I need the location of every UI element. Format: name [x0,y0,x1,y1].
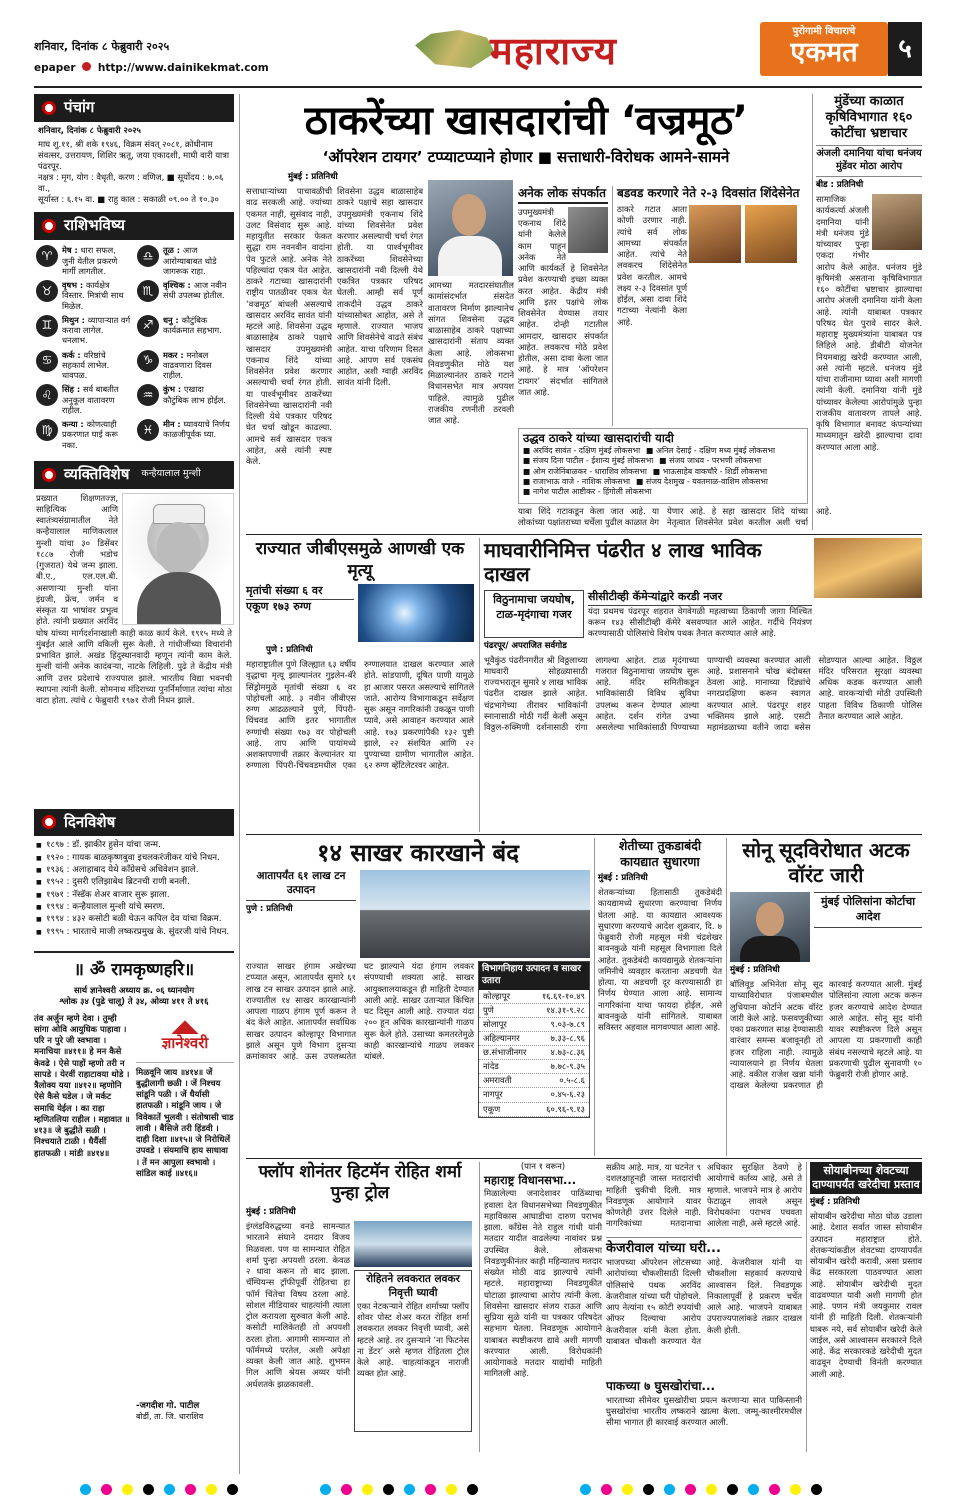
zodiac-sign-icon: ♏ [137,280,159,302]
ram-sub2: श्लोक ३४ (पुढे चालू) ते ३४, ओव्या ४११ ते ४१६ [59,995,209,1006]
rashi-text: मीन : घ्यावयाचे निर्णय काळजीपूर्वक घ्या. [163,419,230,440]
rashi-text: वृषभ : कार्यक्षेत्र विस्तार. मित्रांची साथ मिळेल. [62,280,124,311]
color-register-right [580,1484,822,1495]
brand-tagline: पुरोगामी विचाराचे [792,26,856,37]
rashi-item [36,315,131,346]
dinvishesh-list [34,836,234,943]
sugar-table-row: एकूण ६०.९६-९.१३ [479,1103,589,1117]
ram-title: ॥ ॐ रामकृष्णहरि॥ [73,960,195,981]
page-number: ५ [888,22,922,76]
dinvishesh-item: ■ १९९४ : ४३२ कसोटी बळी घेऊन कपिल देव यांचा विक्रम. [36,914,232,925]
dinvishesh-item: ■ १९७१ : नॅस्डॅक शेअर बाजार सुरू झाला. [36,890,232,901]
sugar-table-row: कोल्हापूर १६.६१-१०.४९ [479,990,589,1004]
zodiac-sign-icon: ♉ [36,280,58,302]
box2-photo-2 [745,205,797,263]
rashi-item [36,280,131,311]
khasdar-item: ■ संजय जाधव - परभणी लोकसभा [659,456,762,466]
sugar-factory-photo [360,870,590,958]
zodiac-sign-icon: ♑ [137,350,159,372]
header-map-graphic [415,30,495,68]
sheti-byline: मुंबई : प्रतिनिधी [598,873,648,883]
vidhan-col2 [606,1162,802,1452]
gbs-byline: पुणे : प्रतिनिधी [266,645,313,655]
sugar-table-row: नागपूर ०.४५-६.२३ [479,1088,589,1102]
pandharpur-byline: पंढरपूर/ अपराजित सर्वगोड [484,640,567,651]
sonu-sub: मुंबई पोलिसांना कोर्टाचा आदेश [814,892,922,928]
gbs-body: महाराष्ट्रातील पुणे जिल्ह्यात ६३ वर्षीय वृद्धाचा मृत्यू झाल्यानंतर गुइलेन-बॅरे सिंड्रोममुळे मृतांची संख्या ६ वर पोहोचली आहे. ३ नवीन जीबीएस रुग्ण आढळल्याने पुणे, पिंपरी-चिंचवड आणि इतर भागातील रुग्णांची संख्या १७३ वर पोहोचली आहे. ताप आणि पायांमध्ये अशक्तपणाची तक्रार केल्यानंतर या रुग्णाला पिंपरी-चिंचवडमधील एका रुग्णालयात दाखल करण्यात आले होते. सांडपाणी, दूषित पाणी यामुळे हा आजार पसरत असल्याचे सांगितले जाते. आरोग्य विभागाकडून सर्वेक्षण सुरू असून नागरिकांनी उकळून पाणी प्यावे, असे आवाहन करण्यात आले आहे. १७३ प्रकरणांपैकी १३२ पुष्टी झाले, २२ संशयित आणि २२ पुण्याच्या ग्रामीण भागातील आहेत. ६२ रुग्ण व्हेंटिलेटरवर आहेत. [246,659,474,771]
munde-byline: बीड : प्रतिनिधी [816,179,864,190]
register-m [101,1484,112,1495]
rashi-header: राशिभविष्य [34,212,234,240]
khasdar-item: ■ भाऊसाहेब वाकचौरे - शिर्डी लोकसभा [652,466,768,476]
color-register-left [80,1484,238,1495]
vidhan-story [484,1162,602,1452]
pandharpur-sub2: सीसीटीव्ही कॅमेऱ्यांद्वारे करडी नजर [588,590,812,606]
sugar-table-row: पुणे १४.३१-९.२८ [479,1004,589,1018]
gbs-neuron-image [358,584,474,642]
rashi-text: मकर : मनोबल वाढवणारा दिवस राहील. [163,349,212,380]
lead-byline: मुंबई : प्रतिनिधी [288,172,338,182]
ram-right: मिळवूनि जाय ॥४१४॥ जें बुद्धीलागी छळी । जें निश्चय सांडूनि पळी । जें धैर्यासी हातफळी । मांडूनि जाय । जे विवेकातें भुलवी । संतोषासी चाड लावी । बैसिजे तरी हिंडवी । दाही दिशा ॥४१५॥ जे निरोधिलें उपवडे । संयमाचि हाय साधावा । तें मन आपुला स्वभावो । सांडिल काई ॥४१६॥ [136,1066,234,1178]
zodiac-sign-icon: ♌ [36,384,58,406]
gbs-story [246,538,474,832]
gbs-headline: राज्यात जीबीएसमुळे आणखी एक मृत्यू [255,539,465,581]
rohit-photo [354,1221,472,1267]
ram-author: -जगदीश गो. पाटील [136,1400,200,1411]
pandharpur-sub1: विठुनामाचा जयघोष, टाळ-मृदंगाचा गजर [484,590,584,638]
soyabean-headline: सोयाबीनच्या शेवटच्या दाण्यापर्यंत खरेदीचा प्रस्ताव [810,1162,922,1194]
gbs-sub1: मृतांची संख्या ६ वर [246,584,354,600]
rashi-item [137,245,232,276]
dnyaneshwari-logo: ज्ञानेश्वरी [136,1013,234,1063]
khasdar-item: ■ राजाभाऊ वाजे - नाशिक लोकसभा [523,477,631,487]
soyabean-story [810,1162,922,1452]
khasdar-list [523,446,803,497]
pak-body: भारताच्या सीमेवर घुसखोरीचा प्रयत्न करणाऱ्या सात पाकिस्तानी घुसखोरांचा भारतीय लष्कराने खात्मा केला. जम्मू-काश्मीरमधील सीमा भागात ही कारवाई करण्यात आली. [606,1394,802,1428]
rashi-item [137,280,232,311]
munde-photo [872,194,922,250]
kejri-headline: केजरीवाल यांच्या घरी... [606,1237,802,1257]
sugar-table-row: सोलापूर ९.०३-७.८९ [479,1018,589,1032]
register-y [122,1484,133,1495]
vidhan-headline: महाराष्ट्र विधानसभा... [484,1173,577,1188]
panchang-date: शनिवार, दिनांक ८ फेब्रुवारी २०२५ [38,124,141,135]
dinvishesh-item: ■ १८९७ : डॉ. झाकीर हुसेन यांचा जन्म. [36,840,232,851]
sugar-table-title: विभागनिहाय उत्पादन व साखर उतारा [479,962,589,990]
panchang-text: माघ शु.११, श्री शके १९४६, विक्रम संवत् २०८१, क्रोधीनाम संवत्सर, उत्तरायण, शिशिर ऋतू, जया एकादशी, माघी वारी यात्रा पंढरपूर. [38,138,230,172]
rashi-item [36,419,131,450]
zodiac-sign-icon: ♓ [137,419,159,441]
globe-icon [82,62,91,71]
register-k [143,1484,154,1495]
rashi-text: वृश्चिक : आज नवीन संधी उपलब्ध होतील. [163,280,227,301]
brand-box [760,22,888,76]
khasdar-item: ■ अनिल देसाई - दक्षिण मध्य मुंबई लोकसभा [646,446,776,456]
dinvishesh-item: ■ १९९५ : भारताचे माजी लष्करप्रमुख के. सुंदरजी यांचे निधन. [36,927,232,938]
box-badbad [612,186,808,426]
ram-left: तंव अर्जुन म्हणे देवा । तुम्ही सांगा ओवि आयुधिक पाहावा । परि न पुरे जी स्वभावा । मनाचिया ॥४११॥ हे मन कैसे केवढे । ऐसे पाहों म्हणो तरी न सापडे । येरवीं राहाटावया थोडे । त्रैलोक्य यया ॥४१२॥ म्हणोनि ऐसे कैसे घडेल । जे मर्कट समाधि येईल । का राहा म्हणितलिया राहील । महावात ॥४१३॥ जे बुद्धीते सळी । निश्चयाते टाळी । धैर्यैसीं हातफळी । मांडी ॥४१४॥ [34,1012,130,1158]
register-c [80,1484,91,1495]
pandharpur-body: भूवैकुंठ पंढरीनगरीत श्री विठ्ठलाच्या माघवारी सोहळ्यासाठी राज्यभरातून सुमारे ४ लाख भाविक पंढरीत दाखल झाले आहेत. चंद्रभागेच्या तीरावर भाविकांनी स्नानासाठी मोठी गर्दी केली असून विठ्ठल-रुक्मिणी दर्शनासाठी रांगा लागल्या आहेत. टाळ मृदंगाच्या गजरात विठुनामाचा जयघोष सुरू आहे. मंदिर समितीकडून भाविकांसाठी विविध सुविधा उपलब्ध करून देण्यात आल्या आहेत. दर्शन रांगेत उभ्या असलेल्या भाविकांसाठी पिण्याच्या पाण्याची व्यवस्था करण्यात आली आहे. प्रशासनाने चोख बंदोबस्त ठेवला आहे. मानाच्या दिंड्यांचे नगरप्रदक्षिणा करून स्वागत करण्यात आले. पंढरपूर शहर भक्तिमय झाले आहे. एसटी महामंडळाच्या वतीने जादा बसेस सोडण्यात आल्या आहेत. विठ्ठल मंदिर परिसरात सुरक्षा व्यवस्था अधिक कडक करण्यात आली आहे. वारकऱ्यांची मोठी उपस्थिती पाहता विविध ठिकाणी पोलिस तैनात करण्यात आले आहेत. [484,654,922,733]
sheti-story [598,838,722,1156]
sonu-photo [730,892,810,962]
zodiac-sign-icon: ♈ [36,245,58,267]
rohit-box [354,1270,472,1432]
box2-photo-1 [689,205,741,263]
khasdar-item: ■ अरविंद सावंत - दक्षिण मुंबई लोकसभा [523,446,641,456]
rohit-box-body: एका नेटकऱ्याने रोहित शर्माच्या फ्लॉप शोवर पोस्ट शेअर करत रोहित शर्मा लवकरात लवकर निवृत्ती घ्यावी, असे म्हटले आहे. तर दुसऱ्याने ‘ना फिटनेस ना डेंटर’ असे म्हणत रोहितला ट्रोल केले आहे. चाहत्यांकडून नाराजी व्यक्त होत आहे. [357,1300,469,1379]
dinvishesh-item: ■ १९२० : गायक बाळकृष्णबुवा इचलकरंजीकर यांचे निधन. [36,853,232,864]
header-date: शनिवार, दिनांक ८ फेब्रुवारी २०२५ [34,40,170,53]
munde-body: सामाजिक कार्यकर्त्या अंजली दमानिया यांनी मंत्री धनंजय मुंडे यांच्यावर पुन्हा एकदा गंभीर आरोप केले आहेत. धनंजय मुंडे कृषिमंत्री असताना कृषिविभागात १६० कोटींचा भ्रष्टाचार झाल्याचा आरोप अंजली दमानिया यांनी केला आहे. त्यांनी याबाबत पत्रकार परिषद घेत पुरावे सादर केले. महाराष्ट्र मुख्यमंत्र्यांना याबाबत पत्र लिहिले आहे. डीबीटी योजनेत नियमबाह्य खरेदी करण्यात आली, असे त्यांनी म्हटले. धनंजय मुंडे यांचा राजीनामा घ्यावा अशी मागणी त्यांनी केली. दमानिया यांनी मुंडे यांच्यावर केलेल्या आरोपांमुळे पुन्हा राजकीय वातावरण तापले आहे. कृषि विभागात बनावट कंपन्यांच्या माध्यमातून खरेदी झाल्याचा दावा करण्यात आला आहे. [816,194,922,452]
sugar-table-row: नांदेड ७.७८-९.३५ [479,1060,589,1074]
sonu-story [730,838,922,1156]
box1-photo [568,207,608,253]
vidhan-cont: (पान १ वरून) [520,1162,566,1172]
khasdar-item: ■ नागेश पाटील आष्टीकर - हिंगोली लोकसभा [523,487,652,497]
khasdar-item: ■ ओम राजेनिंबाळकर - धाराशिव लोकसभा [523,466,647,476]
rashi-item [36,350,131,381]
lead-col1: सत्ताधाऱ्यांच्या पाचावळीची वाढ सरकली आहे. ज्यांच्या एकमत नाही, सुसंवाद नाही, उलट विसंवाद सुरू आहे. महायुतीत सरकार फेकत सुद्धा राम नवनवीन वादांना पेव फुटले आहे. अनेक नेते पहिल्यांदा एकत्र येत आहेत. ठाकरे गटाच्या खासदारांनी राष्ट्रीय पातळीवर एकत्र येत ‘वज्रमूठ’ बांधली असल्याचे खासदार अरविंद सावंत यांनी म्हटले आहे. शिवसेना उद्धव बाळासाहेब ठाकरे पक्षाचे खासदार उपमुख्यमंत्री एकनाथ शिंदे यांच्या शिवसेनेत प्रवेश करणार असल्याची चर्चा रंगत होती. या पार्श्वभूमीवर ठाकरेंच्या शिवसेनेच्या खासदारांनी नवी दिल्ली येथे पत्रकार परिषद घेत चर्चा खोडून काढल्या. आमचे सर्व खासदार एकत्र आहेत, असे त्यांनी स्पष्ट केले. [246,186,332,466]
section-title: महाराज्य [490,29,617,73]
sonu-byline: मुंबई : प्रतिनिधी [730,965,780,975]
box2-title: बडवड करणारे नेते २-३ दिवसांत शिंदेसेनेत [617,186,800,200]
rashi-text: मेष : धारा सफल, जुनी येतील प्रकरणे मार्गी लागतील. [62,245,118,276]
lead-subhead: ‘ऑपरेशन टायगर’ टप्प्याटप्प्याने होणार ■ सत्ताधारी-विरोधक आमने-सामने [322,148,730,166]
header-url-line [34,62,269,76]
box1-title: अनेक लोक संपर्कात [518,186,608,204]
rashi-text: मिथुन : व्यापाऱ्यात वर्ग करावा लागेल. धनलाभ. [62,314,131,346]
temple-icon [171,1020,199,1034]
left-sidebar [34,94,234,1474]
panchang-body [34,122,234,209]
pak-headline: पाकच्या ७ घुसखोरांचा... [606,1379,716,1394]
khasdar-item: ■ संजय देशमुख - यवतमाळ-वाशिम लोकसभा [636,477,768,487]
zodiac-sign-icon: ♐ [137,315,159,337]
sonu-headline: सोनू सूदविरोधात अटक वॉरंट जारी [742,838,910,887]
rashi-item [36,384,131,415]
rohit-body: इंग्लंडविरुद्धच्या वनडे सामन्यात भारताने संघाने दमदार विजय मिळवला. पण या सामन्यात रोहित शर्मा पुन्हा अपयशी ठरला. केवळ २ धावा करून तो बाद झाला. चॅम्पियन्स ट्रॉफीपूर्वी रोहितचा हा फॉर्म चिंतेचा विषय ठरला आहे. सोशल मीडियावर चाहत्यांनी त्याला ट्रोल करायला सुरुवात केली आहे. कसोटी मालिकेतही तो अपयशी ठरला होता. आगामी सामन्यात तो फॉर्ममध्ये परतेल, अशी अपेक्षा व्यक्त केली जात आहे. शुभमन गिल आणि श्रेयस अय्यर यांनी अर्धशतके झळकावली. [246,1221,350,1389]
lead-footer-text: याबा शिंदे गटाकडून केला जात आहे. या लोकांच्या पक्षांतराच्या चर्चेला पुढील काळात वेग येणार आहे. हे सहा खासदार शिंदे यांच्या नेतृत्वात शिवसेनेत प्रवेश करतील अशी चर्चा आहे. [518,506,832,528]
sugar-sub: आतापर्यंत ६१ लाख टन उत्पादन [246,870,356,901]
rashi-text: कुंभ : एखादा कौटुंबिक लाभ होईल. [163,384,226,405]
rohit-box-title: रोहितने लवकरात लवकर निवृत्ती घ्यावी [366,1273,460,1300]
khasdar-item: ■ संजय दिना पाटील - ईशान्य मुंबई लोकसभा [523,456,654,466]
dinvishesh-header: दिनविशेष [34,809,234,837]
brand-logo: एकमत [790,37,858,69]
sheti-body: शेतकऱ्यांच्या हितासाठी तुकडेबंदी कायद्यामध्ये सुधारणा करण्याचा निर्णय घेतला आहे. या कायद्यात आवश्यक सुधारणा करण्याचे आदेश शुक्रवार, दि. ७ फेब्रुवारी रोजी महसूल मंत्री चंद्रशेखर बावनकुळे यांनी महसूल विभागाला दिले आहेत. तुकडेबंदी कायद्यामुळे शेतकऱ्यांना जमिनीचे व्यवहार करताना अडचणी येत होत्या. या अडचणी दूर करण्यासाठी हा निर्णय घेण्यात आला आहे. सामान्य नागरिकांना याचा फायदा होईल, असे बावनकुळे यांनी सांगितले. याबाबत सविस्तर अहवाल मागवण्यात आला आहे. [598,887,722,1033]
box1-body: उपमुख्यमंत्री एकनाथ शिंदे यांनी केलेले काम पाहून अनेक नेते आणि कार्यकर्ते हे शिवसेनेत प्रवेश करण्याची इच्छा व्यक्त करत आहेत. केंद्रीय मंत्री आणि इतर पक्षांचे लोक शिवसेनेत येण्यास तयार आहेत. दोन्ही गटातील आमदार, खासदार संपर्कात आहेत. लवकरच मोठे प्रवेश होतील, असा दावा केला जात आहे. हे मात्र ‘ऑपरेशन टायगर’ संदर्भात सांगितले जात आहे. [518,206,608,397]
rashi-text: सिंह : सर्व बाबतीत अनुकूल वातावरण राहील. [62,384,119,415]
zodiac-sign-icon: ♊ [36,315,58,337]
pandharpur-photo [814,538,922,598]
khasdar-list-box [518,428,808,504]
sugar-story [246,838,590,1156]
khasdar-list-title: उद्धव ठाकरे यांच्या खासदारांची यादी [523,431,674,445]
ram-author2: बोर्डी, ता. जि. धाराशिव [136,1412,204,1422]
rashi-item [137,315,232,346]
sugar-table-row: अहिल्यानगर ७.३३-८.९६ [479,1032,589,1046]
panchang-row1: नक्षत्र : मृग, योग : वैधृती, करण : वणिज, ■ सूर्योदय : ७.०६ वा., [38,172,224,194]
zodiac-icon [42,219,56,233]
munde-subhead: अंजली दमानिया यांचा धनंजय मुंडेंवर मोठा आरोप [816,145,922,177]
sonu-body: बॉलिवूड अभिनेता सोनू सूद याच्याविरोधात पंजाबमधील लुधियाना कोर्टाने अटक वॉरंट जारी केले आहे. फसवणुकीच्या एका प्रकरणात साक्ष देण्यासाठी वारंवार समन्स बजावूनही तो हजर राहिला नाही. त्यामुळे न्यायालयाने हा निर्णय घेतला आहे. वकील राजेश खन्ना यांनी दाखल केलेल्या प्रकरणात ही कारवाई करण्यात आली. मुंबई पोलिसांना त्याला अटक करून हजर करण्याचे आदेश देण्यात आले आहेत. सोनू सूद यांनी यावर स्पष्टीकरण दिले असून आपला या प्रकरणाशी काही संबंध नसल्याचे म्हटले आहे. या प्रकरणाची पुढील सुनावणी १० फेब्रुवारी रोजी होणार आहे. [730,979,922,1091]
zodiac-sign-icon: ♒ [137,384,159,406]
panchang-row2: सूर्यास्त : ६.१५ वा. ■ राहु काल : सकाळी ०९.०० ते १०.३० [38,194,219,205]
website-link[interactable]: http://www.dainikekmat.com [97,62,269,74]
panchang-header: पंचांग [34,94,234,122]
sugar-table-row: छ.संभाजीनगर ४.७३-८.३६ [479,1046,589,1060]
dinvishesh-item: ■ १९३६ : अलाहाबाद येथे काँग्रेसचे अधिवेशन झाले. [36,865,232,876]
lead-photo-arvind-sawant [428,180,513,276]
zodiac-sign-icon: ♎ [137,245,159,267]
sugar-table [478,961,590,1118]
soyabean-byline: मुंबई : प्रतिनिधी [810,1197,860,1207]
sheti-headline: शेतीच्या तुकडाबंदी कायद्यात सुधारणा [618,838,702,869]
vyakti-portrait [122,493,234,625]
box2-body: ठाकरे गटात आता कोणी उरणार नाही. त्यांचे सर्व लोक आमच्या संपर्कात आहेत. त्यांचे नेते लवकरच शिंदेसेनेत प्रवेश करतील. आमचे लक्ष्य २-३ दिवसांत पूर्ण होईल, असा दावा शिंदे गटाच्या नेत्यांनी केला आहे. [617,204,687,327]
pandharpur-sub2-body: यंदा प्रथमच पंढरपूर शहरात वेगवेगळी महत्वाच्या ठिकाणी जागा निश्चित करून १४३ सीसीटीव्ही कॅमेरे बसवण्यात आले आहेत. गर्दीचे नियंत्रण करण्यासाठी पोलिसांचे विशेष पथक तैनात करण्यात आले आहे. [588,605,812,639]
rohit-byline: मुंबई : प्रतिनिधी [246,1207,296,1217]
color-register-mid [320,1484,478,1495]
rashi-text: धनु : कौटुंबिक कार्यक्रमात सहभाग. [163,314,222,335]
munde-story [816,94,922,530]
zodiac-sign-icon: ♋ [36,350,58,372]
calendar-icon [42,815,56,829]
sugar-headline: १४ साखर कारखाने बंद [317,839,519,867]
rashi-text: तूळ : आज आरोग्याबाबत थोडे जागरूक राहा. [163,245,217,276]
rashi-grid [34,240,234,459]
epaper-label: epaper [34,62,76,74]
vyakti-text: प्रख्यात शिक्षणतज्ज्ञ, साहित्यिक आणि स्वातंत्र्यसंग्रामातील नेते कन्हैयालाल माणिकलाल मुन्शी यांचा ३० डिसेंबर १८८७ रोजी भडोच (गुजरात) येथे जन्म झाला. बी.ए., एल.एल.बी. असणाऱ्या मुन्शी यांना इंग्रजी, फ्रेंच, जर्मन व संस्कृत या भाषांवर प्रभुत्व होते. त्यांनी प्रख्यात अरविंद घोष यांच्या मार्गदर्शनाखाली काही काळ कार्य केले. १९१५ मध्ये ते मुंबईत आले आणि वकिली सुरू केली. ते गांधीजींच्या विचारांनी प्रभावित झाले. अखंड हिंदुस्थानवादी म्हणून त्यांनी काम केले. मुन्शी यांनी अनेक कादंबऱ्या, नाटके लिहिली. पुढे ते केंद्रीय मंत्री आणि उत्तर प्रदेशाचे राज्यपाल झाले. भारतीय विद्या भवनची स्थापना त्यांनी केली. सोमनाथ मंदिराच्या पुनर्निर्माणात त्यांचा मोठा वाटा होता. त्यांचे ८ फेब्रुवारी १९७१ रोजी निधन झाले. [36,492,232,706]
lead-col3: आमच्या मतदारसंघातील कामांसंदर्भात संसदेत वातावरण निर्माण झाल्यानेच सांगत शिवसेना उद्धव बाळासाहेब ठाकरे पक्षाच्या खासदारांनी संताप व्यक्त केला आहे. लोकसभा निवडणुकीत मोठे यश मिळाल्यानंतर ठाकरे गटाने विधानसभेत मात्र अपयश पाहिले. त्यामुळे पुढील राजकीय रणनीती ठरवली जात आहे. [428,280,514,425]
header [0,0,945,92]
gbs-sub2: एकूण १७३ रुग्ण [246,599,311,613]
rashi-text: कन्या : कोणत्याही प्रकरणात घाई करू नका. [62,419,118,450]
rashi-item [137,350,232,381]
pandharpur-headline: माघवारीनिमित्त पंढरीत ४ लाख भाविक दाखल [484,538,762,586]
person-icon [42,468,56,482]
vidhan-body: मिळालेल्या जनादेशावर पाठिंब्याचा हवाला देत विधानसभेच्या निवडणुकीत महाविकास आघाडीचा दारुण पराभव झाला. काँग्रेस नेते राहुल गांधी यांनी मतदार यादीत वाढलेल्या नावांवर प्रश्न उपस्थित केले. लोकसभा निवडणुकीनंतर काही महिन्यातच मतदार संख्येत मोठी वाढ झाल्याचे त्यांनी म्हटले. महाराष्ट्राच्या निवडणुकीत घोटाळा झाल्याचा आरोप त्यांनी केला. शिवसेना खासदार संजय राऊत आणि सुप्रिया सुळे यांनी या पत्रकार परिषदेत सहभाग घेतला. निवडणूक आयोगाने याबाबत स्पष्टीकरण द्यावे अशी मागणी करण्यात आली. विरोधकांनी आयोगाकडे मतदार याद्यांची माहिती मागितली आहे. [484,1188,602,1379]
vyakti-header: व्यक्तिविशेष कन्हैयालाल मुन्शी [34,461,234,489]
lead-col2: शिवसेना उद्धव बाळासाहेब ठाकरे पक्षाचे सहा खासदार उपमुख्यमंत्री एकनाथ शिंदे यांच्या शिवसेनेत प्रवेश करणार असल्याची चर्चा रंगत होती. या पार्श्वभूमीवर ठाकरेंच्या शिवसेनेच्या खासदारांनी नवी दिल्ली येथे एकत्रित पत्रकार परिषद घेतली. आम्ही सर्व पूर्ण ताकदीने उद्धव ठाकरे यांच्यासोबत आहोत, असे ते म्हणाले. राज्यात भाजप आणि शिवसेनेचे वाढते संबंध आहेत. याचा परिणाम दिसत आहे. आपण सर्व एकसंघ आहोत, अशी ग्वाही अरविंद सावंत यांनी दिली. [337,186,423,388]
ram-box [34,951,234,1433]
rashi-item [36,245,131,276]
sugar-table-row: अमरावती ०.५-८.६ [479,1074,589,1088]
rohit-headline: फ्लॉप शोनंतर हिटमॅन रोहित शर्मा पुन्हा ट्रोल [258,1162,462,1203]
soyabean-body: सोयाबीन खरेदीचा मोठा घोळ उडाला आहे. देशात सर्वात जास्त सोयाबीन उत्पादन महाराष्ट्रात होते. शेतकऱ्यांकडील शेवटच्या दाण्यापर्यंत सोयाबीन खरेदी करावी, असा प्रस्ताव केंद्र सरकारला पाठवण्यात आला आहे. सोयाबीन खरेदीची मुदत वाढवण्यात यावी अशी मागणी होत आहे. पणन मंत्री जयकुमार रावल यांनी ही माहिती दिली. शेतकऱ्यांनी घाबरू नये, सर्व सोयाबीन खरेदी केले जाईल, असे आश्वासन सरकारने दिले आहे. केंद्र सरकारकडे खरेदीची मुदत वाढवून देण्याची विनंती करण्यात आली आहे. [810,1211,922,1379]
sugar-body: राज्यात साखर हंगाम अखेरच्या टप्प्यात असून, आतापर्यंत सुमारे ६१ लाख टन साखर उत्पादन झाले आहे. राज्यातील १४ साखर कारखान्यांनी आपला गाळप हंगाम पूर्ण करून ते बंद केले आहेत. आतापर्यंत सर्वाधिक साखर उत्पादन कोल्हापूर विभागात झाले असून पुणे विभाग दुसऱ्या क्रमांकावर आहे. ऊस उपलब्धतेत घट झाल्याने यंदा हंगाम लवकर संपण्याची शक्यता आहे. साखर आयुक्तालयाकडून ही माहिती देण्यात आली आहे. साखर उताऱ्यात किंचित घट दिसून आली आहे. राज्यात यंदा २०० हून अधिक कारखान्यांनी गाळप सुरू केले होते. उसाच्या कमतरतेमुळे काही कारखान्यांचे गाळप लवकर थांबले. [246,961,474,1061]
vidhan-body2: सक्रीय आहे. मात्र, या घटनेत ९ दशलक्षाहूनही जास्त मतदारांची माहिती चुकीची दिली. मात्र निवडणूक आयोगाने यावर कोणतेही उत्तर दिलेले नाही. नागरिकांच्या मतदानाचा अधिकार सुरक्षित ठेवणे हे आयोगाचे कर्तव्य आहे, असे ते म्हणाले. भाजपने मात्र हे आरोप फेटाळून लावले असून विरोधकांना पराभव पचवता आलेला नाही, असे म्हटले आहे. [606,1162,802,1229]
rashi-item [137,384,232,415]
pandharpur-story [484,538,922,832]
sun-icon [42,101,56,115]
rohit-story [246,1162,474,1452]
box-anek-lok [518,186,608,426]
dinvishesh-item: ■ १९९४ : कन्हैयालाल मुन्शी यांचे स्मरण. [36,902,232,913]
kejri-body: भाजपच्या ऑपरेशन लोटसच्या आरोपांच्या चौकशीसाठी दिल्ली पोलिसांचे पथक अरविंद केजरीवाल यांच्या घरी पोहोचले. आप नेत्यांना १५ कोटी रुपयांची ऑफर दिल्याचा आरोप केजरीवाल यांनी केला होता. याबाबत चौकशी करण्यात येत आहे. केजरीवाल यांनी या चौकशीला सहकार्य करण्याचे आश्वासन दिले. निवडणूक निकालापूर्वी हे प्रकरण चर्चेत आले आहे. भाजपने याबाबत उपराज्यपालांकडे तक्रार दाखल केली होती. [606,1257,802,1346]
dinvishesh-item: ■ १९५२ : दुसरी एलिझाबेथ ब्रिटनची राणी बनली. [36,877,232,888]
sugar-byline: पुणे : प्रतिनिधी [246,903,293,914]
munde-headline: मुंडेंच्या काळात कृषिविभागात १६० कोटींचा भ्रष्टाचार [825,94,913,141]
zodiac-sign-icon: ♍ [36,419,58,441]
rashi-text: कर्क : वरिष्ठांचे सहकार्य लाभेल. धावपळ. [62,349,110,380]
ram-sub: सार्थ ज्ञानेश्वरी अध्याय क्र. ०६ ध्यानयोग [73,984,195,995]
lead-headline: ठाकरेंच्या खासदारांची ‘वज्रमूठ’ [304,98,748,144]
rashi-item [137,419,232,450]
